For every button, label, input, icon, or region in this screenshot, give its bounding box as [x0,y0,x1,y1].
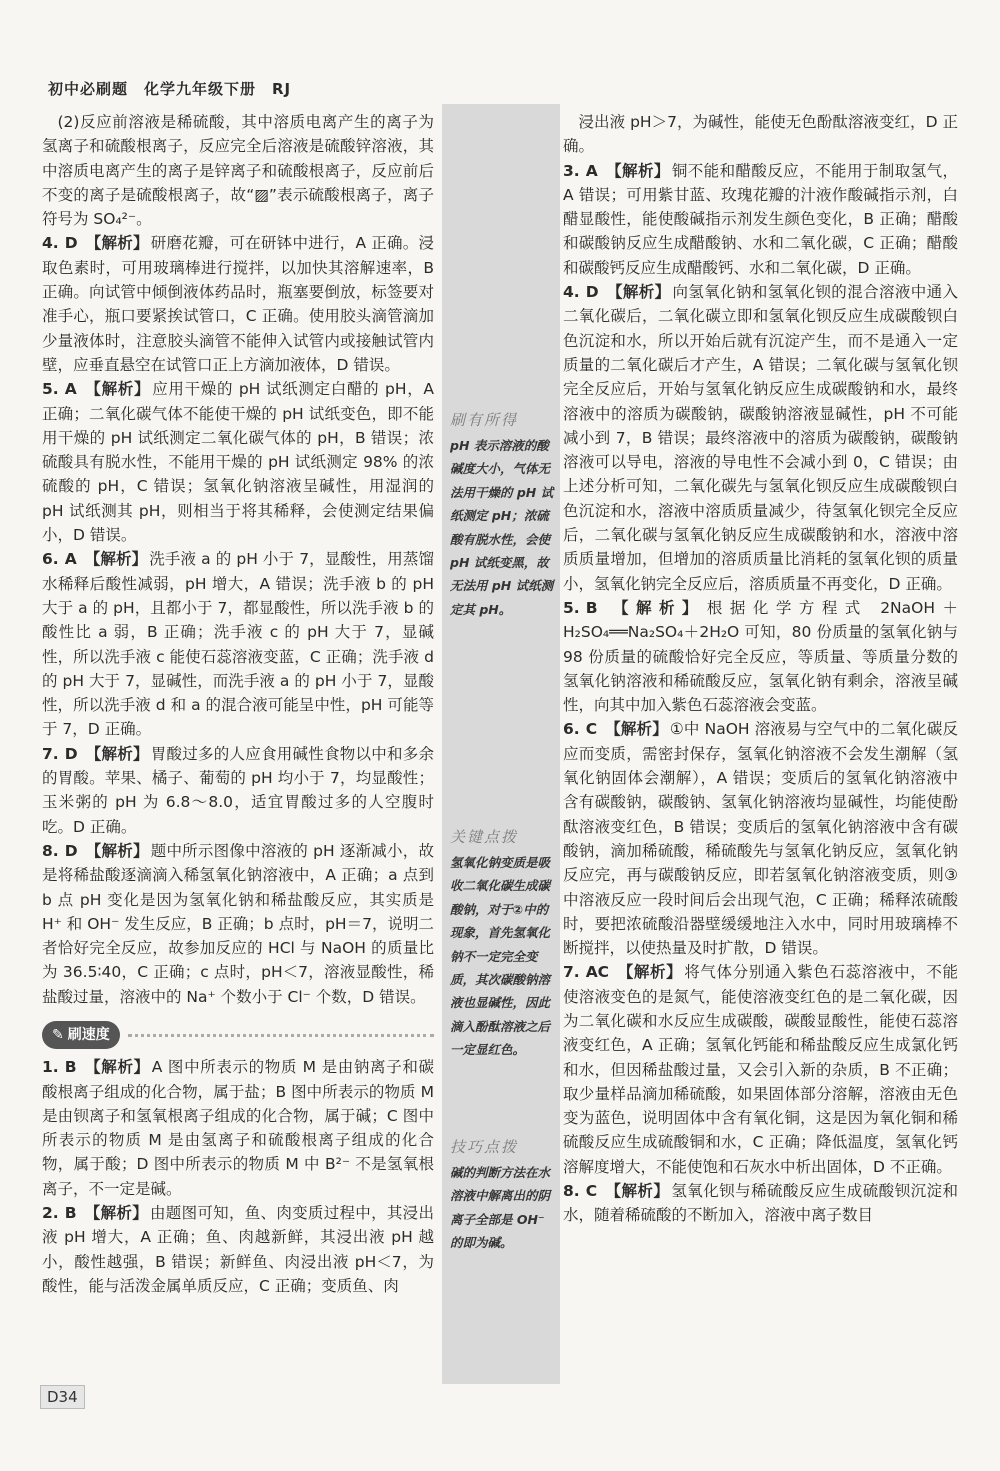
answer-item: 8. D 【解析】 题中所示图像中溶液的 pH 逐渐减小，故是将稀盐酸逐滴滴入稀氢氧化钠溶液中，A 正确；a 点到 b 点 pH 变化是因为氢氧化钠和稀盐酸反应，其实质是 H⁺ 和 OH⁻ 发生反应，B 正确；b 点时，pH＝7，说明二者恰好完全反应，故参加反应的 HCl 与 NaOH 的质量比为 36.5∶40，C 正确；c 点时，pH＜7，溶液显酸性，稀盐酸过量，溶液中的 Na⁺ 个数小于 Cl⁻ 个数，D 错误。 [42,841,434,1006]
answer-item: 2. B 【解析】 由题图可知，鱼、肉变质过程中，其浸出液 pH 增大，A 正确；鱼、肉越新鲜，其浸出液 pH 越小，酸性越强，B 错误；新鲜鱼、肉浸出液 pH＜7，为酸性，能与活泼金属单质反应，C 正确；变质鱼、肉 [42,1204,434,1295]
tip-box [442,1136,560,1255]
answer-item: 3. A 【解析】 铜不能和醋酸反应，不能用于制取氢气，A 错误；可用紫甘蓝、玫瑰花瓣的汁液作酸碱指示剂，白醋显酸性，能使酸碱指示剂发生颜色变化，B 正确；醋酸和碳酸钠反应生成醋酸钠、水和二氧化碳，C 正确；醋酸和碳酸钙反应生成醋酸钙、水和二氧化碳，D 正确。 [563,161,958,277]
answer-item: 5. A 【解析】 应用干燥的 pH 试纸测定白醋的 pH，A 正确；二氧化碳气体不能使干燥的 pH 试纸变色，即不能用干燥的 pH 试纸测定二氧化碳气体的 pH，B 错误；浓硫酸具有脱水性，不能用干燥的 pH 试纸测定 98% 的浓硫酸的 pH，C 错误；氢氧化钠溶液呈碱性，用湿润的 pH 试纸测其 pH，则相当于将其稀释，会使测定结果偏小，D 错误。 [42,380,434,545]
answer-item: 8. C 【解析】 氢氧化钡与稀硫酸反应生成硫酸钡沉淀和水，随着稀硫酸的不断加入，溶液中离子数目 [563,1182,958,1225]
section-bar [42,1021,434,1049]
right-column [563,110,958,1228]
answer-item: 4. D 【解析】 向氢氧化钠和氢氧化钡的混合溶液中通入二氧化碳后，二氧化碳立即和氢氧化钡反应生成碳酸钡白色沉淀和水，所以开始后就有沉淀产生，而不是通入一定质量的二氧化碳后才产生，A 错误；二氧化碳与氢氧化钡完全反应后，开始与氢氧化钠反应生成碳酸钠和水，最终溶液中的溶质为碳酸钠，碳酸钠溶液显碱性，pH 不可能减小到 7，B 错误；最终溶液中的溶质为碳酸钠，碳酸钠溶液可以导电，溶液的导电性不会减小到 0，C 错误；由上述分析可知，二氧化碳先与氢氧化钡反应生成碳酸钡白色沉淀和水，溶液中溶质质量减少，待氢氧化钡完全反应后，二氧化碳与氢氧化钠反应生成碳酸钠和水，溶液中溶质质量增加，但增加的溶质质量比消耗的氢氧化钡的质量小，氢氧化钠完全反应后，溶质质量不再变化，D 正确。 [563,283,958,593]
tip-box [442,409,560,621]
left-intro-paragraph: (2)反应前溶液是稀硫酸，其中溶质电离产生的离子为氢离子和硫酸根离子，反应完全后溶液是硫酸锌溶液，其中溶质电离产生的离子是锌离子和硫酸根离子，反应前后不变的离子是硫酸根离子，故“▨”表示硫酸根离子，离子符号为 SO₄²⁻。 [42,113,434,229]
tip-body: pH 表示溶液的酸碱度大小，气体无法用干燥的 pH 试纸测定 pH；浓硫酸有脱水性，会使 pH 试纸变黑，故无法用 pH 试纸测定其 pH。 [450,438,554,617]
right-intro-paragraph: 浸出液 pH＞7，为碱性，能使无色酚酞溶液变红，D 正确。 [563,113,958,156]
tip-box [442,826,560,1062]
answer-item: 7. AC 【解析】 将气体分别通入紫色石蕊溶液中，不能使溶液变色的是氮气，能使溶液变红色的是二氧化碳，因为二氧化碳和水反应生成碳酸，碳酸显酸性，能使石蕊溶液变红色，A 正确；氢氧化钙能和稀盐酸反应生成氯化钙和水，但因稀盐酸过量，又会引入新的杂质，B 不正确；取少量样品滴加稀硫酸，如果固体部分溶解，溶液由无色变为蓝色，说明固体中含有氧化铜，这是因为氧化铜和稀硫酸反应生成硫酸铜和水，C 正确；降低温度，氢氧化钙溶解度增大，不能使饱和石灰水中析出固体，D 不正确。 [563,963,958,1176]
page-header: 初中必刷题 化学九年级下册 RJ [48,80,292,98]
pencil-icon: ✎ [52,1026,64,1043]
section-title: 刷速度 [67,1026,110,1043]
answer-item: 7. D 【解析】 胃酸过多的人应食用碱性食物以中和多余的胃酸。苹果、橘子、葡萄的 pH 均小于 7，均显酸性；玉米粥的 pH 为 6.8～8.0，适宜胃酸过多的人空腹时吃。D 正确。 [42,744,434,836]
tip-body: 碱的判断方法在水溶液中解离出的阴离子全部是 OH⁻ 的即为碱。 [450,1165,551,1251]
left-column [42,110,434,1298]
tip-title: 刷有所得 [450,411,519,429]
answer-item: 1. B 【解析】 A 图中所表示的物质 M 是由钠离子和碳酸根离子组成的化合物，属于盐；B 图中所表示的物质 M 是由钡离子和氢氧根离子组成的化合物，属于碱；C 图中所表示的物质 M 是由氢离子和硫酸根离子组成的化合物，属于酸；D 图中所表示的物质 M 中 B²⁻ 不是氢氧根离子，不一定是碱。 [42,1058,434,1198]
answer-item: 6. A 【解析】 洗手液 a 的 pH 小于 7，显酸性，用蒸馏水稀释后酸性减弱，pH 增大，A 错误；洗手液 b 的 pH 大于 a 的 pH，且都小于 7，都显酸性，所以洗手液 b 的酸性比 a 弱，B 正确；洗手液 c 的 pH 大于 7，显碱性，所以洗手液 c 能使石蕊溶液变蓝，C 正确；洗手液 d 的 pH 大于 7，显碱性，而洗手液 a 的 pH 小于 7，显酸性，所以洗手液 d 和 a 的混合液可能呈中性，pH 可能等于 7，D 正确。 [42,550,434,739]
page-number: D34 [40,1385,85,1409]
tips-column [442,104,560,1384]
answer-item: 5. B 【解析】 根据化学方程式 2NaOH＋H₂SO₄══Na₂SO₄＋2H₂O 可知，80 份质量的氢氧化钠与 98 份质量的硫酸恰好完全反应，等质量、等质量分数的氢氧化钠溶液和稀硫酸反应，氢氧化钠有剩余，溶液呈碱性，向其中加入紫色石蕊溶液会变蓝。 [563,598,958,715]
dotted-divider [128,1034,434,1037]
tip-body: 氢氧化钠变质是吸收二氧化碳生成碳酸钠，对于②中的现象，首先氢氧化钠不一定完全变质，其次碳酸钠溶液也显碱性，因此滴入酚酞溶液之后一定显红色。 [450,855,551,1058]
answer-item: 4. D 【解析】 研磨花瓣，可在研钵中进行，A 正确。浸取色素时，可用玻璃棒进行搅拌，以加快其溶解速率，B 正确。向试管中倾倒液体药品时，瓶塞要倒放，标签要对准手心，瓶口要紧挨试管口，C 正确。使用胶头滴管滴加少量液体时，注意胶头滴管不能伸入试管内或接触试管内壁，应垂直悬空在试管口正上方滴加液体，D 错误。 [42,234,434,374]
tip-title: 技巧点拨 [450,1138,519,1156]
tip-title: 关键点拨 [450,828,519,846]
section-badge [42,1021,120,1049]
answer-item: 6. C 【解析】 ①中 NaOH 溶液易与空气中的二氧化碳反应而变质，需密封保存，氢氧化钠溶液不会发生潮解（氢氧化钠固体会潮解），A 错误；变质后的氢氧化钠溶液中含有碳酸钠，碳酸钠、氢氧化钠溶液均显碱性，均能使酚酞溶液变红色，B 错误；变质后的氢氧化钠溶液中含有碳酸钠，滴加稀硫酸，稀硫酸先与氢氧化钠反应，氢氧化钠反应完，再与碳酸钠反应，即若氢氧化钠溶液变质，则③中溶液反应一段时间后会出现气泡，C 正确；稀释浓硫酸时，要把浓硫酸沿器壁缓缓地注入水中，同时用玻璃棒不断搅拌，以使热量及时扩散，D 错误。 [563,720,958,958]
